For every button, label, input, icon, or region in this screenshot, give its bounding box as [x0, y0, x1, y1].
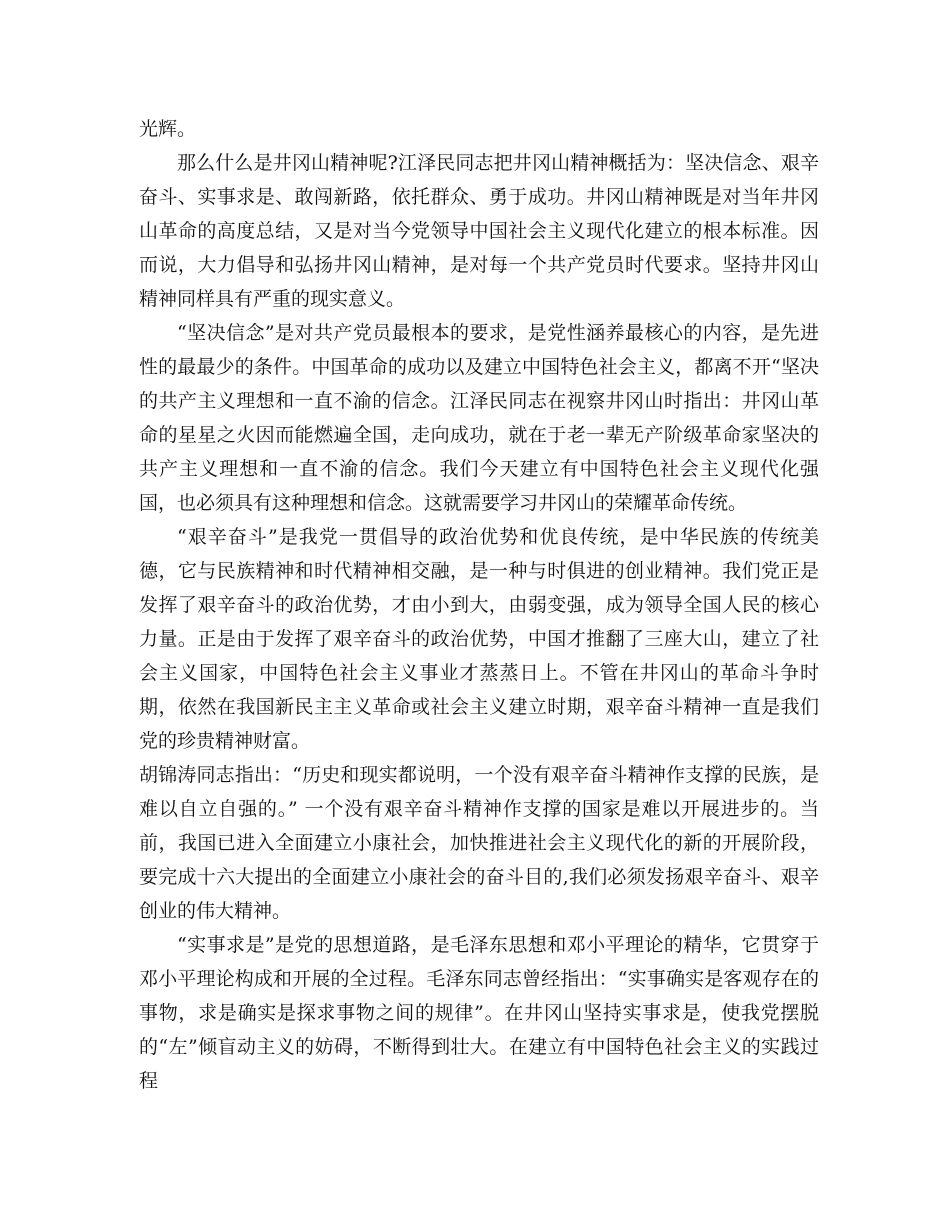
paragraph-jinggangshan-spirit: 那么什么是井冈山精神呢?江泽民同志把井冈山精神概括为：坚决信念、艰辛奋斗、实事求是、敢闯新路，依托群众、勇于成功。井冈山精神既是对当年井冈山革命的高度总结，又是对当今党领导中国社会主义现代化建立的根本标准。因而说，大力倡导和弘扬井冈山精神，是对每一个共产党员时代要求。坚持井冈山精神同样具有严重的现实意义。	[139, 152, 819, 310]
paragraph-continuation: 光辉。	[139, 118, 197, 140]
document-body	[139, 112, 819, 1098]
paragraph-seek-truth: “实事求是”是党的思想道路，是毛泽东思想和邓小平理论的精华，它贯穿于邓小平理论构成和开展的全过程。毛泽东同志曾经指出：“实事确实是客观存在的事物，求是确实是探求事物之间的规律”。在井冈山坚持实事求是，使我党摆脱的“左”倾盲动主义的妨碍，不断得到壮大。在建立有中国特色社会主义的实践过程	[139, 934, 819, 1092]
paragraph-hu-jintao-quote: 胡锦涛同志指出：“历史和现实都说明，一个没有艰辛奋斗精神作支撑的民族，是难以自立自强的。” 一个没有艰辛奋斗精神作支撑的国家是难以开展进步的。当前，我国已进入全面建立小康社会，加快推进社会主义现代化的新的开展阶段，要完成十六大提出的全面建立小康社会的奋斗目的,我们必须发扬艰辛奋斗、艰辛创业的伟大精神。	[139, 764, 819, 922]
paragraph-firm-belief: “坚决信念”是对共产党员最根本的要求，是党性涵养最核心的内容，是先进性的最最少的条件。中国革命的成功以及建立中国特色社会主义，都离不开“坚决的共产主义理想和一直不渝的信念。江泽民同志在视察井冈山时指出：井冈山革命的星星之火因而能燃遍全国，走向成功，就在于老一辈无产阶级革命家坚决的共产主义理想和一直不渝的信念。我们今天建立有中国特色社会主义现代化强国，也必须具有这种理想和信念。这就需要学习井冈山的荣耀革命传统。	[139, 322, 819, 514]
paragraph-hard-struggle: “艰辛奋斗”是我党一贯倡导的政治优势和优良传统，是中华民族的传统美德，它与民族精神和时代精神相交融，是一种与时俱进的创业精神。我们党正是发挥了艰辛奋斗的政治优势，才由小到大，由弱变强，成为领导全国人民的核心力量。正是由于发挥了艰辛奋斗的政治优势，中国才推翻了三座大山，建立了社会主义国家，中国特色社会主义事业才蒸蒸日上。不管在井冈山的革命斗争时期，依然在我国新民主主义革命或社会主义建立时期，艰辛奋斗精神一直是我们党的珍贵精神财富。	[139, 526, 819, 752]
